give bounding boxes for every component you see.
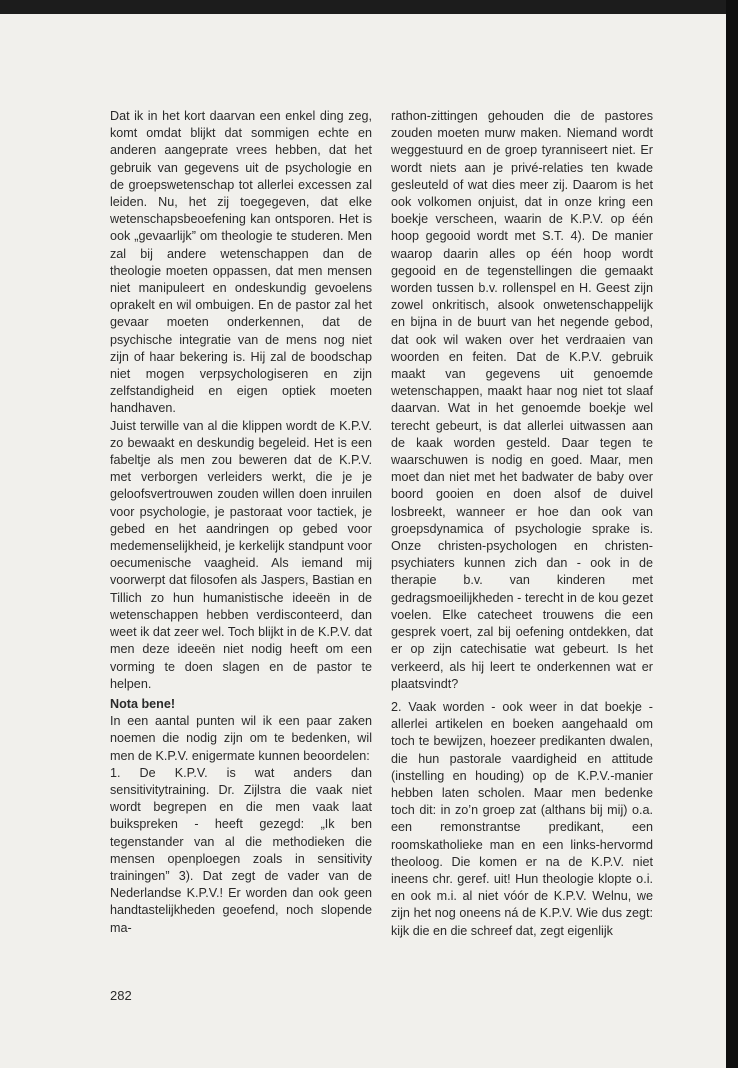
right-paragraph-2: 2. Vaak worden - ook weer in dat boekje - allerlei artikelen en boeken aangehaald om toch te bewijzen, hoezeer predikanten dwalen, die hun pastorale vaardigheid en attitude (instelling en houding) op de K.P.V.-manier hebben laten scholen. Maar men bedenke toch dit: in zo’n groep zat (althans bij mij) o.a. een remonstrantse predikant, een roomskatholieke man en een links-hervormd theoloog. Die komen er na de K.P.V. niet ineens chr. geref. uit! Hun theologie klopte o.i. en ook m.i. al niet vóór de K.P.V. Welnu, we zijn het nog oneens ná de K.P.V. Wie dus zegt: kijk die en die schreef dat, zegt eigenlijk xyxy=(391,699,653,938)
left-paragraph-3: In een aantal punten wil ik een paar zaken noemen die nodig zijn om te bedenken, wil men de K.P.V. enigermate kunnen beoordelen: xyxy=(110,714,372,763)
book-page xyxy=(0,14,726,1068)
right-paragraph-1: rathon-zittingen gehouden die de pastores zouden moeten murw maken. Niemand wordt weggestuurd en de groep tyranniseert niet. Er wordt niets aan je privé-relaties ten kwade gesleuteld of wat dies meer zij. Daarom is het ook volkomen onjuist, dat in onze kring een boekje verscheen, waarin de K.P.V. op één hoop gegooid wordt met S.T. 4). De manier waarop daarin alles op één hoop wordt gegooid en de tegenstellingen die gemaakt worden tussen b.v. rollenspel en H. Geest zijn zowel onkritisch, alsook onwetenschappelijk en bijna in de buurt van het negende gebod, dat ook wil waken over het verdraaien van woorden en feiten. Dat de K.P.V. gebruik maakt van gegevens uit genoemde wetenschappen, maakt haar nog niet tot slaaf daarvan. Wat in het genoemde boekje wel terecht gebeurt, is dat allerlei uitwassen aan de kaak worden gesteld. Daar tegen te waarschuwen is nodig en goed. Maar, men moet dan niet met het badwater de baby over boord gooien en doen alsof de duivel losbreekt, wanneer er hoe dan ook van groepsdynamica of psychologie sprake is. Onze christen-psychologen en christen-psychiaters kunnen zich dan - ook in de therapie b.v. van kinderen met gedragsmoeilijkheden - terecht in de kou gezet voelen. Elke catecheet trouwens die een gesprek voert, zal bij oefening ontdekken, dat er op zijn catechisatie wat gebeurt. Is het verkeerd, als hij leert te onderkennen wat er plaatsvindt? xyxy=(391,109,653,691)
left-paragraph-4: 1. De K.P.V. is wat anders dan sensitivitytraining. Dr. Zijlstra die vaak niet wordt begrepen en die men vaak laat buikspreken - heeft gezegd: „Ik ben tegenstander van al die methodieken die mensen openploegen zoals in sensitivity trainingen” 3). Dat zegt de vader van de Nederlandse K.P.V.! Er worden dan ook geen handtastelijkheden geoefend, noch slopende ma- xyxy=(110,765,372,935)
right-column xyxy=(391,108,653,940)
left-column xyxy=(110,108,372,937)
left-paragraph-1: Dat ik in het kort daarvan een enkel ding zeg, komt omdat blijkt dat sommigen echte en anderen aangeprate vrees hebben, dat het gebruik van gegevens uit de psychologie en de groepswetenschap tot allerlei excessen zal leiden. Nu, het zij toegegeven, dat elke wetenschapsbeoefening kan ontsporen. Het is ook „gevaarlijk” om theologie te studeren. Men zal bij andere wetenschappen dan de theologie moeten oppassen, dat men mensen niet manipuleert en ondeskundig gevoelens oprakelt en wil ombuigen. En de pastor zal het gevaar moeten onderkennen, dat de psychische integratie van de mens nog niet zijn of haar bekering is. Hij zal de boodschap niet mogen verpsychologiseren en zijn zelfstandigheid en eigen optiek moeten handhaven. xyxy=(110,109,372,416)
section-heading: Nota bene! xyxy=(110,696,176,711)
left-paragraph-2: Juist terwille van al die klippen wordt de K.P.V. zo bewaakt en deskundig begeleid. Het is een fabeltje als men zou beweren dat de K.P.V. met verborgen verleiders werkt, die je je geloofsvertrouwen zouden willen doen inruilen voor psychologie, je pastoraat voor tactiek, je gebed en het aandringen op gebed voor medemenselijkheid, je kerkelijk standpunt voor oecumenische vaagheid. Als iemand mij voorwerpt dat filosofen als Jaspers, Bastian en Tillich zo hun humanistische ideeën in de wetenschappen hebben verdisconteerd, dan weet ik dat zeer wel. Toch blijkt in de K.P.V. dat men deze ideeën niet nodig heeft om een vorming te doen slagen en de pastor te helpen. xyxy=(110,418,372,691)
scan-edge xyxy=(726,0,738,1068)
page-number: 282 xyxy=(110,988,132,1003)
